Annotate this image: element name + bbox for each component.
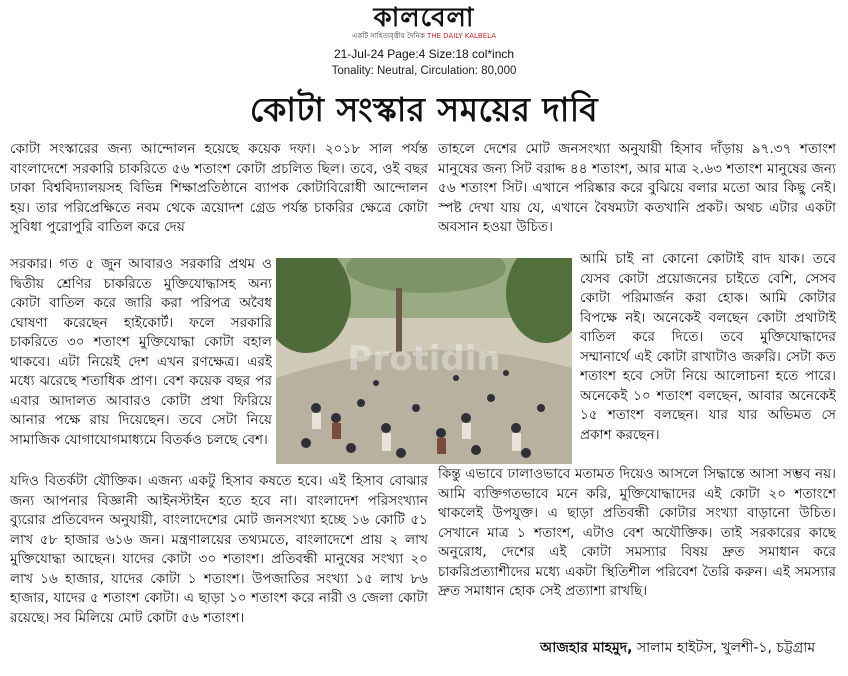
protest-photo bbox=[276, 258, 572, 464]
clip-meta: 21-Jul-24 Page:4 Size:18 col*inch bbox=[333, 47, 515, 61]
newspaper-tagline bbox=[0, 32, 848, 41]
article-text-left-tail bbox=[10, 472, 428, 668]
article-text-right-tail bbox=[438, 465, 836, 637]
article-text-left-wrap bbox=[10, 255, 272, 469]
author-byline bbox=[540, 638, 840, 658]
paragraph: কিন্তু এভাবে ঢালাওভাবে মতামত দিয়েও আসলে সিদ্ধান্তে আসা সম্ভব নয়। আমি ব্যক্তিগতভাবে মনে করি, মুক্তিযোদ্ধাদের এই কোটা ২০ শতাংশে থাকলেই উপযুক্ত। এ ছাড়া প্রতিবন্ধী কোটার সংখ্যা বাড়ানো উচিত। সেখানে মাত্র ১ শতাংশ, এটাও বেশ অযৌক্তিক। তাই সরকারের কাছে অনুরোধ, দেশের এই কোটা সমস্যার বিষয় দ্রুত সমাধান করে চাকরিপ্রত্যাশীদের মধ্যে একটা স্থিতিশীল পরিবেশ তৈরি করুন। এই সমস্যার দ্রুত সমাধান হোক সেই প্রত্যাশা রাখছি। bbox=[438, 466, 836, 599]
article-text-right-top bbox=[438, 140, 836, 248]
paragraph: যদিও বিতর্কটা যৌক্তিক। এজন্য একটু হিসাব কষতে হবে। এই হিসাব বোঝার জন্য আপনার বিজ্ঞানী আইনস্টাইন হতে হবে না। বাংলাদেশ পরিসংখ্যান ব্যুরোর প্রতিবেদন অনুযায়ী, বাংলাদেশের মোট জনসংখ্যা হচ্ছে ১৬ কোটি ৫১ লাখ ৫৮ হাজার ৬১৬ জন। মন্ত্রণালয়ের তথ্যমতে, বাংলাদেশে প্রায় ২ লাখ মুক্তিযোদ্ধা আছেন। যাদের কোটা ৩০ শতাংশ। প্রতিবন্ধী মানুষের সংখ্যা ২০ লাখ ১৬ হাজার, যাদের কোটা ১ শতাংশ। উপজাতির সংখ্যা ১৫ লাখ ৮৬ হাজার, যাদের ৫ শতাংশ কোটা। এ ছাড়া ১০ শতাংশ করে নারী ও জেলা কোটা রয়েছে। সব মিলিয়ে মোট কোটা ৫৬ শতাংশ। bbox=[10, 473, 428, 626]
article-text-right-wrap bbox=[580, 250, 836, 464]
article-headline: কোটা সংস্কার সময়ের দাবি bbox=[249, 90, 599, 129]
clip-tonality: Tonality: Neutral, Circulation: 80,000 bbox=[331, 65, 517, 77]
newspaper-logo: কালবেলা bbox=[373, 3, 475, 33]
author-name: আজহার মাহমুদ, bbox=[540, 640, 633, 656]
protest-photo-graphic bbox=[276, 258, 572, 464]
author-location: সালাম হাইটস, খুলশী-১, চট্টগ্রাম bbox=[636, 640, 816, 656]
tagline-en: THE DAILY KALBELA bbox=[426, 32, 496, 40]
photo-watermark: Protidin bbox=[347, 339, 501, 379]
article-text-left-top bbox=[10, 140, 428, 256]
paragraph: কোটা সংস্কারের জন্য আন্দোলন হয়েছে কয়েক দফা। ২০১৮ সাল পর্যন্ত বাংলাদেশে সরকারি চাকরিতে ৫৬ শতাংশ কোটা প্রচলিত ছিল। তবে, ওই বছর ঢাকা বিশ্ববিদ্যালয়সহ বিভিন্ন শিক্ষাপ্রতিষ্ঠানে ব্যাপক কোটাবিরোধী আন্দোলন হয়। তার পরিপ্রেক্ষিতে নবম থেকে ত্রয়োদশ গ্রেড পর্যন্ত চাকরির ক্ষেত্রে কোটা সুবিধা পুরোপুরি বাতিল করে দেয় bbox=[10, 141, 428, 235]
paragraph: আমি চাই না কোনো কোটাই বাদ যাক। তবে যেসব কোটা প্রয়োজনের চাইতে বেশি, সেসব কোটা পরিমার্জন করা হোক। আমি কোটার বিপক্ষে নই। অনেকেই বলছেন কোটা প্রথাটাই বাতিল করে দিতে। তবে মুক্তিযোদ্ধাদের সম্মানার্থে এই কোটা রাখাটাও জরুরি। সেটা কত শতাংশ হবে সেটা নিয়ে আলোচনা হতে পারে। অনেকেই ১০ শতাংশ বলছেন, আবার অনেকেই ১৫ শতাংশ বলছেন। যার যার অভিমত সে প্রকাশ করছেন। bbox=[580, 251, 836, 443]
paragraph: তাহলে দেশের মোট জনসংখ্যা অনুযায়ী হিসাব দাঁড়ায় ৯৭.৩৭ শতাংশ মানুষের জন্য সিট বরাদ্দ ৪৪ শতাংশ, আর মাত্র ২.৬৩ শতাংশ মানুষের জন্য ৫৬ শতাংশ সিট। এখানে পরিষ্কার করে বুঝিয়ে বলার মতো আর কিছু নেই। স্পষ্ট দেখা যায় যে, এখানে বৈষম্যটা কতখানি প্রকট। অথচ এটার একটা অবসান হওয়া উচিত। bbox=[438, 141, 836, 235]
paragraph: সরকার। গত ৫ জুন আবারও সরকারি প্রথম ও দ্বিতীয় শ্রেণির চাকরিতে মুক্তিযোদ্ধাসহ অন্য কোটা বাতিল করে জারি করা পরিপত্র অবৈধ ঘোষণা করেছেন হাইকোর্ট। ফলে সরকারি চাকরিতে ৩০ শতাংশ মুক্তিযোদ্ধা কোটা বহাল থাকবে। এটা নিয়েই দেশ এখন রণক্ষেত্র। এরই মধ্যে ঝরেছে শতাধিক প্রাণ। বেশ কয়েক বছর পর এবার আদালত আবারও কোটা প্রথা ফিরিয়ে আনার পক্ষে রায় দিয়েছেন। তবে সেটা নিয়ে সামাজিক যোগাযোগমাধ্যমে বিতর্কও চলছে বেশ। bbox=[10, 256, 272, 448]
tagline-bn: একটি সাহিত্যবৃত্তীয় দৈনিক bbox=[352, 32, 425, 40]
